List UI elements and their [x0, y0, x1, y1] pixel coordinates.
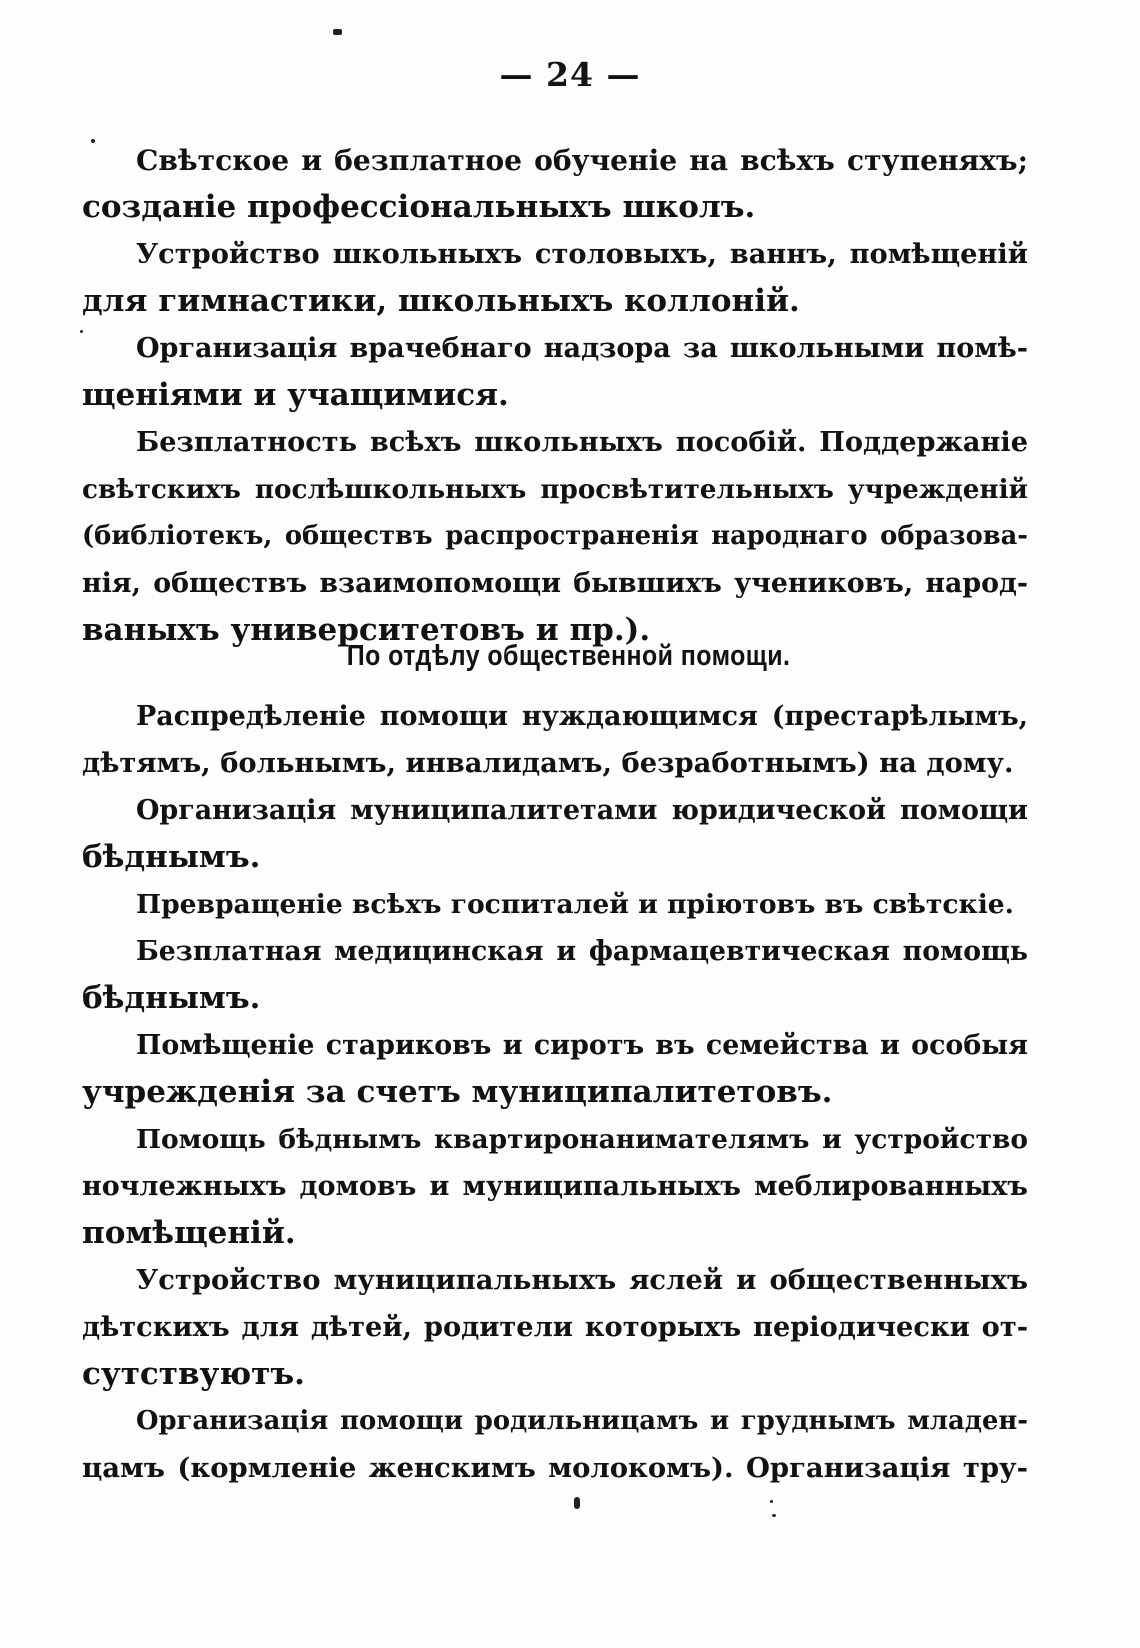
page-number: — 24 —	[499, 55, 641, 94]
text-line: Устройство школьныхъ столовыхъ, ваннъ, помѣщеній	[136, 238, 1028, 270]
text-line: Безплатная медицинская и фармацевтическая помощь	[136, 936, 1028, 967]
text-line: нія, обществъ взаимопомощи бывшихъ учениковъ, народ-	[82, 568, 1028, 599]
text-line: дѣтямъ, больнымъ, инвалидамъ, безработнымъ) на дому.	[82, 747, 1014, 779]
print-speck	[333, 29, 342, 35]
text-line: Свѣтское и безплатное обученіе на всѣхъ ступеняхъ;	[136, 144, 1028, 177]
text-line: Организація муниципалитетами юридической помощи	[136, 795, 1028, 826]
text-line: свѣтскихъ послѣшкольныхъ просвѣтительныхъ учрежденій	[82, 474, 1028, 505]
text-line: цамъ (кормленіе женскимъ молокомъ). Организація тру-	[82, 1452, 1028, 1484]
text-block-education	[82, 137, 1028, 654]
text-line: щеніями и учащимися.	[82, 377, 509, 413]
section-heading: По отдѣлу общественной помощи.	[346, 640, 791, 672]
print-speck	[772, 1514, 776, 1517]
text-line: Помѣщеніе стариковъ и сиротъ въ семейства и особыя	[136, 1030, 1028, 1061]
text-line: Устройство муниципальныхъ яслей и общественныхъ	[136, 1264, 1028, 1296]
text-line: бѣднымъ.	[82, 839, 261, 875]
print-speck	[574, 1497, 580, 1509]
text-line: Помощь бѣднымъ квартиронанимателямъ и устройство	[136, 1124, 1028, 1155]
text-line: ваныхъ университетовъ и пр.).	[82, 612, 651, 648]
print-speck	[770, 1500, 773, 1503]
text-line: бѣднымъ.	[82, 980, 261, 1016]
text-line: учрежденія за счетъ муниципалитетовъ.	[82, 1074, 833, 1110]
text-line: созданіе профессіональныхъ школъ.	[82, 189, 756, 225]
text-line: сутствуютъ.	[82, 1356, 305, 1392]
text-line: дѣтскихъ для дѣтей, родители которыхъ періодически от-	[82, 1311, 1028, 1343]
print-speck	[80, 330, 83, 333]
print-speck	[91, 139, 95, 143]
text-block-public-assistance	[82, 693, 1028, 1492]
text-line: Превращеніе всѣхъ госпиталей и пріютовъ въ свѣтскіе.	[136, 889, 1014, 920]
text-line: помѣщеній.	[82, 1215, 296, 1251]
text-line: Распредѣленіе помощи нуждающимся (престарѣлымъ,	[136, 701, 1028, 732]
text-line: Безплатность всѣхъ школьныхъ пособій. Поддержаніе	[136, 426, 1028, 458]
text-line: (библіотекъ, обществъ распространенія народнаго образова-	[82, 521, 1028, 551]
text-line: Организація помощи родильницамъ и груднымъ младен-	[136, 1406, 1028, 1436]
text-line: Организація врачебнаго надзора за школьными помѣ-	[136, 333, 1028, 364]
text-line: для гимнастики, школьныхъ коллоній.	[82, 283, 800, 319]
text-line: ночлежныхъ домовъ и муниципальныхъ меблированныхъ	[82, 1171, 1028, 1202]
